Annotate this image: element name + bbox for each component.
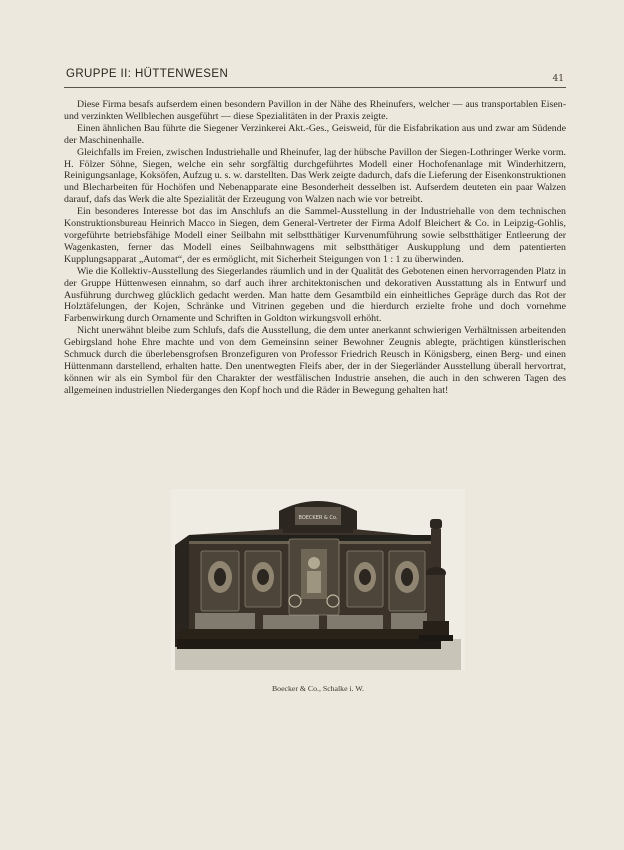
paragraph: Nicht unerwähnt bleibe zum Schlufs, dafs die Ausstellung, die dem unter anerkannt schwierigen Verhältnissen arbeitenden Gebirgsland hohe Ehre machte und von dem Gemeinsinn seiner Bewohner Zeugnis ablegte, prächtigen künstlerischen Schmuck durch die überlebensgrofsen Bronzefiguren von Professor Friedrich Reusch in Königsberg, einen Berg- und einen Hüttenmann darstellend, erhalten hatte. Den unentwegten Fleifs aber, der in der Siegerländer Ausstellung überall hervortrat, können wir als ein Symbol für den Charakter der westfälischen Industrie ansehen, die auch in den schweren Tagen des allgemeinen industriellen Niederganges den Kopf hoch und die Räder in Bewegung gehalten hat! <box>64 325 566 396</box>
page-header <box>66 68 564 84</box>
running-title: GRUPPE II: HÜTTENWESEN <box>66 68 229 80</box>
figure-caption: Boecker & Co., Schalke i. W. <box>271 684 365 693</box>
paragraph: Diese Firma besafs aufserdem einen besondern Pavillon in der Nähe des Rheinufers, welcher — aus transportablen Eisen- und verzinkten Wellblechen ausgeführt — diese Spezialitäten in der Praxis zeigte. <box>64 99 566 122</box>
exhibit-photograph <box>171 489 465 670</box>
crest-sign: BOECKER & Co. <box>298 515 338 521</box>
paragraph: Gleichfalls im Freien, zwischen Industriehalle und Rheinufer, lag der hübsche Pavillon der Siegen-Lothringer Werke vorm. H. Fölzer Söhne, Siegen, welche ein sehr sorgfältig durchgeführtes Modell einer Hochofenanlage mit Winderhitzern, Reinigungsanlage, Koksöfen, Aufzug u. s. w. darstellten. Das Werk zeigte dadurch, dafs die Lieferung der Eisenkonstruktionen und Blecharbeiten für Hochöfen und Nebenapparate eine Besonderheit desselben ist. Aufserdem deuteten ein paar Walzen darauf, dafs das Werk die alte Spezialität der Erzeugung von Walzen nach wie vor betreibt. <box>64 146 566 206</box>
exhibit-illustration <box>171 489 465 670</box>
paragraph: Wie die Kollektiv-Ausstellung des Siegerlandes räumlich und in der Qualität des Gebotenen einen hervorragenden Platz in der Gruppe Hüttenwesen einnahm, so darf auch ihrer architektonischen und dekorativen Ausstattung als in Entwurf und Ausführung durchweg glücklich gedacht werden. Man hatte dem Gesamtbild ein einheitliches Gepräge durch das Rot der Holztäfelungen, der Kojen, Schränke und Vitrinen gegeben und die hierdurch erzielte frohe und doch vornehme Farbenwirkung durch Ornamente und Schriften in Goldton wirkungsvoll erhöht. <box>64 265 566 325</box>
paragraph: Einen ähnlichen Bau führte die Siegener Verzinkerei Akt.-Ges., Geisweid, für die Eisfabrikation aus und zwar am Südende der Maschinenhalle. <box>64 122 566 146</box>
body-text <box>64 99 566 397</box>
header-rule <box>64 87 566 88</box>
paragraph: Ein besonderes Interesse bot das im Anschlufs an die Sammel-Ausstellung in der Industriehalle von dem technischen Konstruktionsbureau Heinrich Macco in Siegen, dem General-Vertreter der Firma Adolf Bleichert & Co. in Leipzig-Gohlis, vorgeführte betriebsfähige Modell einer Seilbahn mit selbstthätiger Kurvenumführung sowie selbstthätiger Entleerung der Wagenkasten, ferner das Modell eines Seilbahnwagens mit selbstthätiger Auskupplung und dem patentierten Kupplungsapparat „Automat“, der es ermöglicht, mit Sicherheit Steigungen von 1 : 1 zu überwinden. <box>64 206 566 265</box>
page-number: 41 <box>552 74 564 84</box>
